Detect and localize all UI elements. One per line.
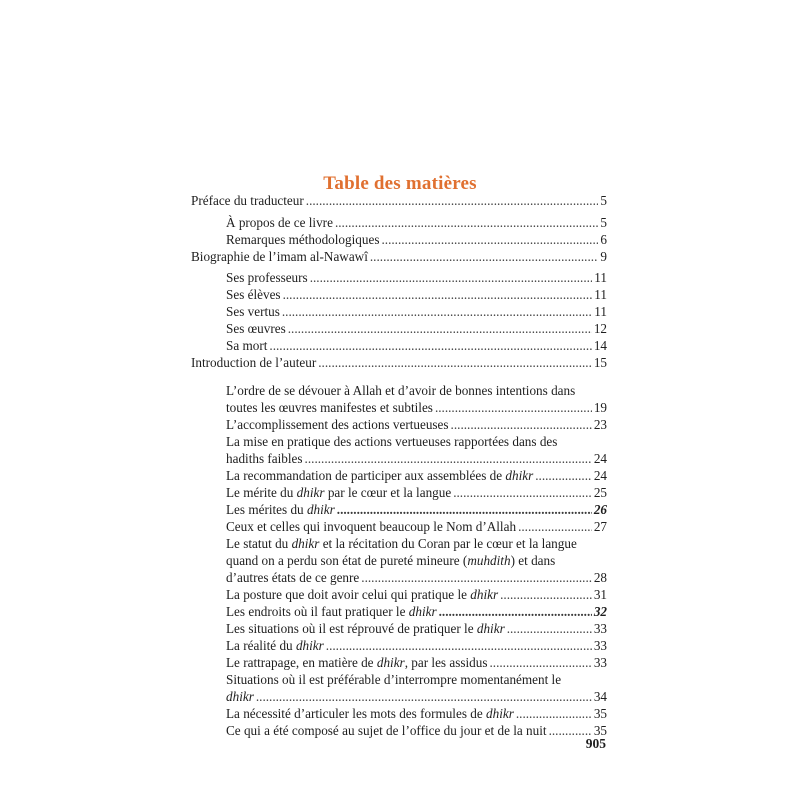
toc-entry	[226, 467, 607, 484]
toc-page-number: 34	[593, 688, 607, 704]
toc-page-number: 11	[594, 270, 607, 285]
toc-entry	[226, 603, 607, 620]
toc-entry-text: Les mérites du	[226, 502, 304, 517]
leader-dots	[439, 603, 592, 620]
toc-entry-text: , par les assidus	[404, 655, 488, 670]
toc-entry	[226, 320, 607, 337]
toc-entry-emphasis: dhikr	[505, 468, 534, 483]
toc-entry-title	[226, 303, 280, 320]
toc-entry	[226, 620, 607, 637]
leader-dots	[288, 320, 592, 337]
toc-entry	[226, 484, 607, 501]
toc-entry-emphasis: dhikr	[376, 655, 405, 670]
toc-entry-line	[226, 552, 555, 569]
toc-entry-emphasis: dhikr	[226, 688, 254, 704]
toc-entry	[226, 450, 607, 467]
toc-entry-emphasis: dhikr	[476, 621, 505, 636]
toc-section	[191, 354, 607, 371]
leader-dots	[518, 518, 592, 535]
toc-entry-text: Ce qui a été composé au sujet de l’office du jour et de la nuit	[226, 723, 547, 738]
toc-entry-text: quand on a perdu son état de pureté mineure (	[226, 552, 468, 568]
leader-dots	[453, 484, 592, 501]
toc-page-number: 33	[593, 621, 607, 636]
toc-entry-text: Ceux et celles qui invoquent beaucoup le Nom d’Allah	[226, 519, 517, 534]
toc-entry	[226, 399, 607, 416]
leader-dots	[318, 354, 592, 371]
toc-page-number: 11	[594, 287, 607, 302]
leader-dots	[489, 654, 591, 671]
toc-page-number: 9	[600, 249, 607, 264]
toc-entry-text: Ses vertus	[226, 304, 280, 319]
leader-dots	[535, 467, 592, 484]
toc-entry-text: Les situations où il est réprouvé de pratiquer le	[226, 621, 474, 636]
toc-entry-text: La mise en pratique des actions vertueuses rapportées dans des	[226, 434, 558, 449]
toc-entry-title	[226, 501, 335, 518]
toc-entry-title	[226, 416, 449, 433]
toc-entry-title	[226, 603, 437, 620]
toc-page-number: 14	[593, 338, 607, 353]
leader-dots	[370, 248, 599, 265]
leader-dots	[337, 501, 592, 518]
page-number: 905	[585, 736, 606, 751]
toc-entry-title	[191, 248, 368, 265]
toc-entry-title	[226, 467, 533, 484]
toc-page-number: 12	[593, 321, 607, 336]
toc-entry-emphasis: dhikr	[408, 604, 437, 619]
toc-entry-text: L’accomplissement des actions vertueuses	[226, 417, 449, 432]
toc-entry-title	[226, 399, 433, 416]
toc-entry	[226, 569, 607, 586]
toc-entry-emphasis: dhikr	[291, 536, 320, 551]
toc-entry-text: Situations où il est préférable d’interrompre momentanément le	[226, 672, 562, 687]
toc-entry	[226, 286, 607, 303]
toc-entry-title	[226, 450, 303, 467]
toc-entry-text: Le rattrapage, en matière de	[226, 655, 374, 670]
toc-page-number: 33	[593, 638, 607, 653]
leader-dots	[269, 337, 591, 354]
toc-entry-text: Ses professeurs	[226, 270, 308, 285]
toc-entry	[226, 654, 607, 671]
leader-dots	[305, 450, 592, 467]
toc-entry-title	[226, 231, 379, 248]
toc-entry-text: L’ordre de se dévouer à Allah et d’avoir de bonnes intentions dans	[226, 383, 576, 398]
toc-entry	[226, 269, 607, 286]
toc-entry-title	[226, 620, 505, 637]
leader-dots	[310, 269, 593, 286]
leader-dots	[381, 231, 598, 248]
toc-entry-title	[226, 320, 286, 337]
toc-entry-emphasis: dhikr	[295, 638, 324, 653]
leader-dots	[256, 688, 592, 705]
leader-dots	[361, 569, 592, 586]
toc-entry-title	[226, 688, 254, 705]
toc-entry-title	[226, 484, 451, 501]
toc-entry-text: par le cœur et la langue	[327, 485, 452, 500]
toc-entry-title	[191, 192, 304, 209]
leader-dots	[282, 303, 592, 320]
toc-entry-title	[226, 518, 516, 535]
toc-entry-title	[226, 586, 498, 603]
leader-dots	[306, 192, 599, 209]
toc-entry-text: La recommandation de participer aux assemblées de	[226, 468, 503, 483]
toc-entry-text: d’autres états de ce genre	[226, 569, 360, 585]
toc-page-number: 5	[600, 193, 607, 208]
toc-entry-emphasis: dhikr	[486, 706, 514, 721]
toc-page-number: 35	[593, 723, 607, 738]
toc-page-number: 25	[593, 485, 607, 500]
toc-entry	[226, 303, 607, 320]
leader-dots	[516, 705, 592, 722]
toc-entry-text: La posture que doit avoir celui qui pratique le	[226, 587, 467, 602]
toc-entry-text: hadiths faibles	[226, 450, 303, 466]
toc-entry-text: La réalité du	[226, 638, 293, 653]
toc-entry	[226, 722, 607, 739]
toc-entry-title	[226, 569, 359, 586]
toc-entry-text: Sa mort	[226, 338, 268, 353]
toc-page-number: 28	[593, 569, 607, 585]
toc-entry-text: À propos de ce livre	[226, 215, 333, 230]
toc-entry-emphasis: dhikr	[296, 485, 325, 500]
toc-section	[191, 192, 607, 209]
toc-page-number: 27	[593, 519, 607, 534]
toc-page-number: 32	[593, 604, 607, 619]
toc-entry	[226, 231, 607, 248]
leader-dots	[500, 586, 592, 603]
toc-entry-title	[226, 286, 281, 303]
toc-page-number: 26	[593, 502, 607, 517]
toc-entry-line	[226, 535, 577, 552]
toc-entry	[226, 337, 607, 354]
toc-entry-line	[226, 382, 575, 399]
toc-entry-text: Le mérite du	[226, 485, 294, 500]
toc-entry	[226, 637, 607, 654]
toc-entry	[226, 518, 607, 535]
toc-entry-text: ) et dans	[510, 552, 556, 568]
toc-page-number: 33	[593, 655, 607, 670]
toc-page-number: 24	[593, 468, 607, 483]
toc-entry-text: Ses élèves	[226, 287, 281, 302]
page-title: Table des matières	[323, 173, 477, 194]
toc-entry-emphasis: dhikr	[470, 587, 499, 602]
toc-entry-emphasis: dhikr	[306, 502, 335, 517]
toc-page-number: 35	[593, 706, 607, 721]
toc-entry-title	[226, 337, 267, 354]
toc-entry-title	[226, 705, 514, 722]
toc-entry-text: Remarques méthodologiques	[226, 232, 380, 247]
leader-dots	[326, 637, 592, 654]
toc-page-number: 19	[593, 399, 607, 415]
toc-page-number: 23	[593, 417, 607, 432]
leader-dots	[283, 286, 593, 303]
toc-page-number: 5	[600, 215, 607, 230]
leader-dots	[335, 214, 598, 231]
toc-entry-title	[226, 722, 547, 739]
toc-section	[191, 248, 607, 265]
toc-entry-line	[226, 671, 561, 688]
toc-entry-text: et la récitation du Coran par le cœur et la langue	[322, 536, 577, 551]
toc-entry-title	[191, 354, 316, 371]
toc-entry	[226, 214, 607, 231]
toc-entry	[226, 501, 607, 518]
toc-entry-text: Préface du traducteur	[191, 193, 304, 208]
toc-entry-text: Le statut du	[226, 536, 289, 551]
toc-entry-text: Biographie de l’imam al-Nawawî	[191, 249, 368, 264]
toc-entry	[226, 688, 607, 705]
toc-entry-title	[226, 637, 324, 654]
toc-page-number: 6	[600, 232, 607, 247]
toc-entry	[226, 586, 607, 603]
toc-page-number: 11	[594, 304, 607, 319]
toc-entry-title	[226, 269, 308, 286]
toc-entry-title	[226, 214, 333, 231]
toc-entry-text: Les endroits où il faut pratiquer le	[226, 604, 406, 619]
toc-entry	[226, 705, 607, 722]
toc-entry-emphasis: muhdith	[467, 552, 511, 568]
toc-entry-line	[226, 433, 557, 450]
toc-entry-text: Introduction de l’auteur	[191, 355, 317, 370]
leader-dots	[435, 399, 592, 416]
toc-entry-title	[226, 654, 487, 671]
toc-entry-text: Ses œuvres	[226, 321, 286, 336]
leader-dots	[451, 416, 592, 433]
toc-page-number: 31	[593, 587, 607, 602]
toc-entry	[226, 416, 607, 433]
toc-page-number: 24	[593, 450, 607, 466]
leader-dots	[507, 620, 592, 637]
toc-entry-text: toutes les œuvres manifestes et subtiles	[226, 399, 433, 415]
toc-page-number: 15	[593, 355, 607, 370]
toc-entry-text: La nécessité d’articuler les mots des formules de	[226, 706, 483, 721]
